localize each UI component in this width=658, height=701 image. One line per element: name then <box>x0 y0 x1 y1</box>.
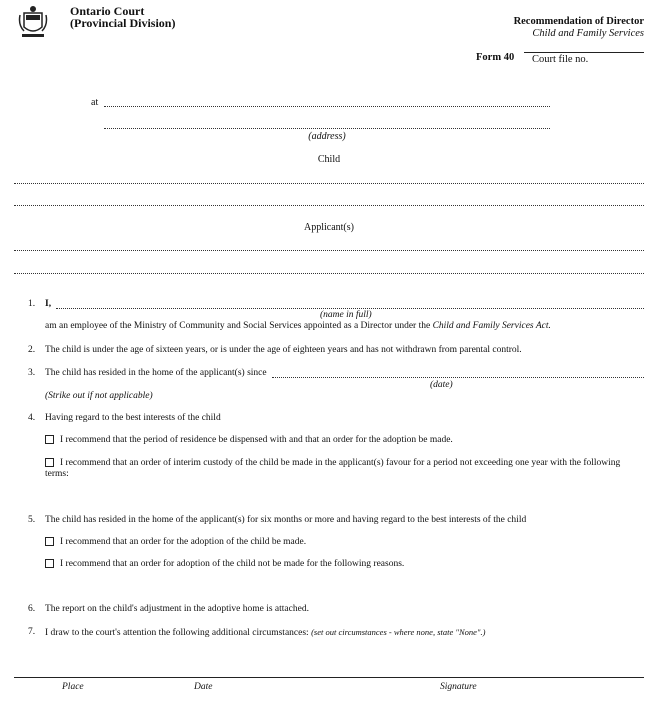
item-6-number: 6. <box>28 604 36 614</box>
item-3-text: The child has resided in the home of the applicant(s) since <box>45 368 267 378</box>
item-7-note: (set out circumstances - where none, state "None".) <box>311 627 486 637</box>
item-5-option-a <box>45 537 306 548</box>
strike-out-note: (Strike out if not applicable) <box>45 391 153 401</box>
name-in-full-caption: (name in full) <box>320 310 372 320</box>
item-4-option-b-text: I recommend that an order of interim custody of the child be made in the applicant(s) favour for a period not exceeding one year with the following terms: <box>45 458 621 479</box>
recommend-no-adoption-checkbox[interactable] <box>45 559 54 568</box>
item-6-text: The report on the child's adjustment in the adoptive home is attached. <box>45 604 309 614</box>
applicant-line-2-field[interactable] <box>14 273 644 274</box>
coat-of-arms-icon <box>18 3 48 41</box>
residence-date-field[interactable] <box>272 377 644 378</box>
form-number: Form 40 <box>476 52 515 63</box>
date-caption: (date) <box>430 380 453 390</box>
item-5-text: The child has resided in the home of the applicant(s) for six months or more and having regard to the best interests of the child <box>45 515 527 525</box>
child-label: Child <box>317 154 341 165</box>
form-title: Recommendation of Director <box>513 16 644 27</box>
item-5-number: 5. <box>28 515 36 525</box>
item-4-option-a-text: I recommend that the period of residence be dispensed with and that an order for the adoption be made. <box>60 435 453 445</box>
director-name-field[interactable] <box>56 308 644 309</box>
court-name: Ontario Court <box>70 4 145 18</box>
signature-line-field[interactable] <box>14 677 644 678</box>
court-file-number-field[interactable] <box>524 52 644 65</box>
form-subtitle: Child and Family Services <box>532 28 644 39</box>
item-2-number: 2. <box>28 345 36 355</box>
item-4-option-b <box>45 458 645 480</box>
child-line-1-field[interactable] <box>14 183 644 184</box>
child-line-2-field[interactable] <box>14 205 644 206</box>
item-7-text <box>45 627 645 639</box>
item-1-number: 1. <box>28 299 36 309</box>
recommend-adoption-checkbox[interactable] <box>45 537 54 546</box>
item-4-text: Having regard to the best interests of the child <box>45 413 221 423</box>
at-label: at <box>91 97 99 108</box>
item-7-statement: I draw to the court's attention the following additional circumstances: <box>45 628 309 638</box>
item-4-number: 4. <box>28 413 36 423</box>
at-line-field[interactable] <box>104 106 550 107</box>
dispense-residence-checkbox[interactable] <box>45 435 54 444</box>
item-1-lead: I, <box>45 299 52 309</box>
item-2-text: The child is under the age of sixteen years, or is under the age of eighteen years and has not withdrawn from parental control. <box>45 345 522 355</box>
item-4-option-a <box>45 435 645 446</box>
address-caption: (address) <box>308 131 346 142</box>
court-division: (Provincial Division) <box>70 16 176 30</box>
interim-custody-checkbox[interactable] <box>45 458 54 467</box>
item-5-option-a-text: I recommend that an order for the adoption of the child be made. <box>60 537 307 547</box>
form-title-block <box>514 16 644 40</box>
item-5-option-b-text: I recommend that an order for adoption of the child not be made for the following reasons. <box>60 559 405 569</box>
item-3-number: 3. <box>28 368 36 378</box>
place-caption: Place <box>62 682 84 692</box>
item-1-statement: am an employee of the Ministry of Community and Social Services appointed as a Director under the <box>45 321 431 331</box>
date-signed-caption: Date <box>194 682 213 692</box>
signature-caption: Signature <box>440 682 477 692</box>
item-1-text <box>45 321 645 332</box>
item-1-act: Child and Family Services Act. <box>432 321 551 331</box>
court-file-label: Court file no. <box>532 54 589 65</box>
item-7-number: 7. <box>28 627 36 637</box>
address-line-field[interactable] <box>104 128 550 129</box>
item-5-option-b <box>45 559 404 570</box>
applicant-line-1-field[interactable] <box>14 250 644 251</box>
court-heading <box>70 5 175 29</box>
applicant-label: Applicant(s) <box>304 222 354 233</box>
